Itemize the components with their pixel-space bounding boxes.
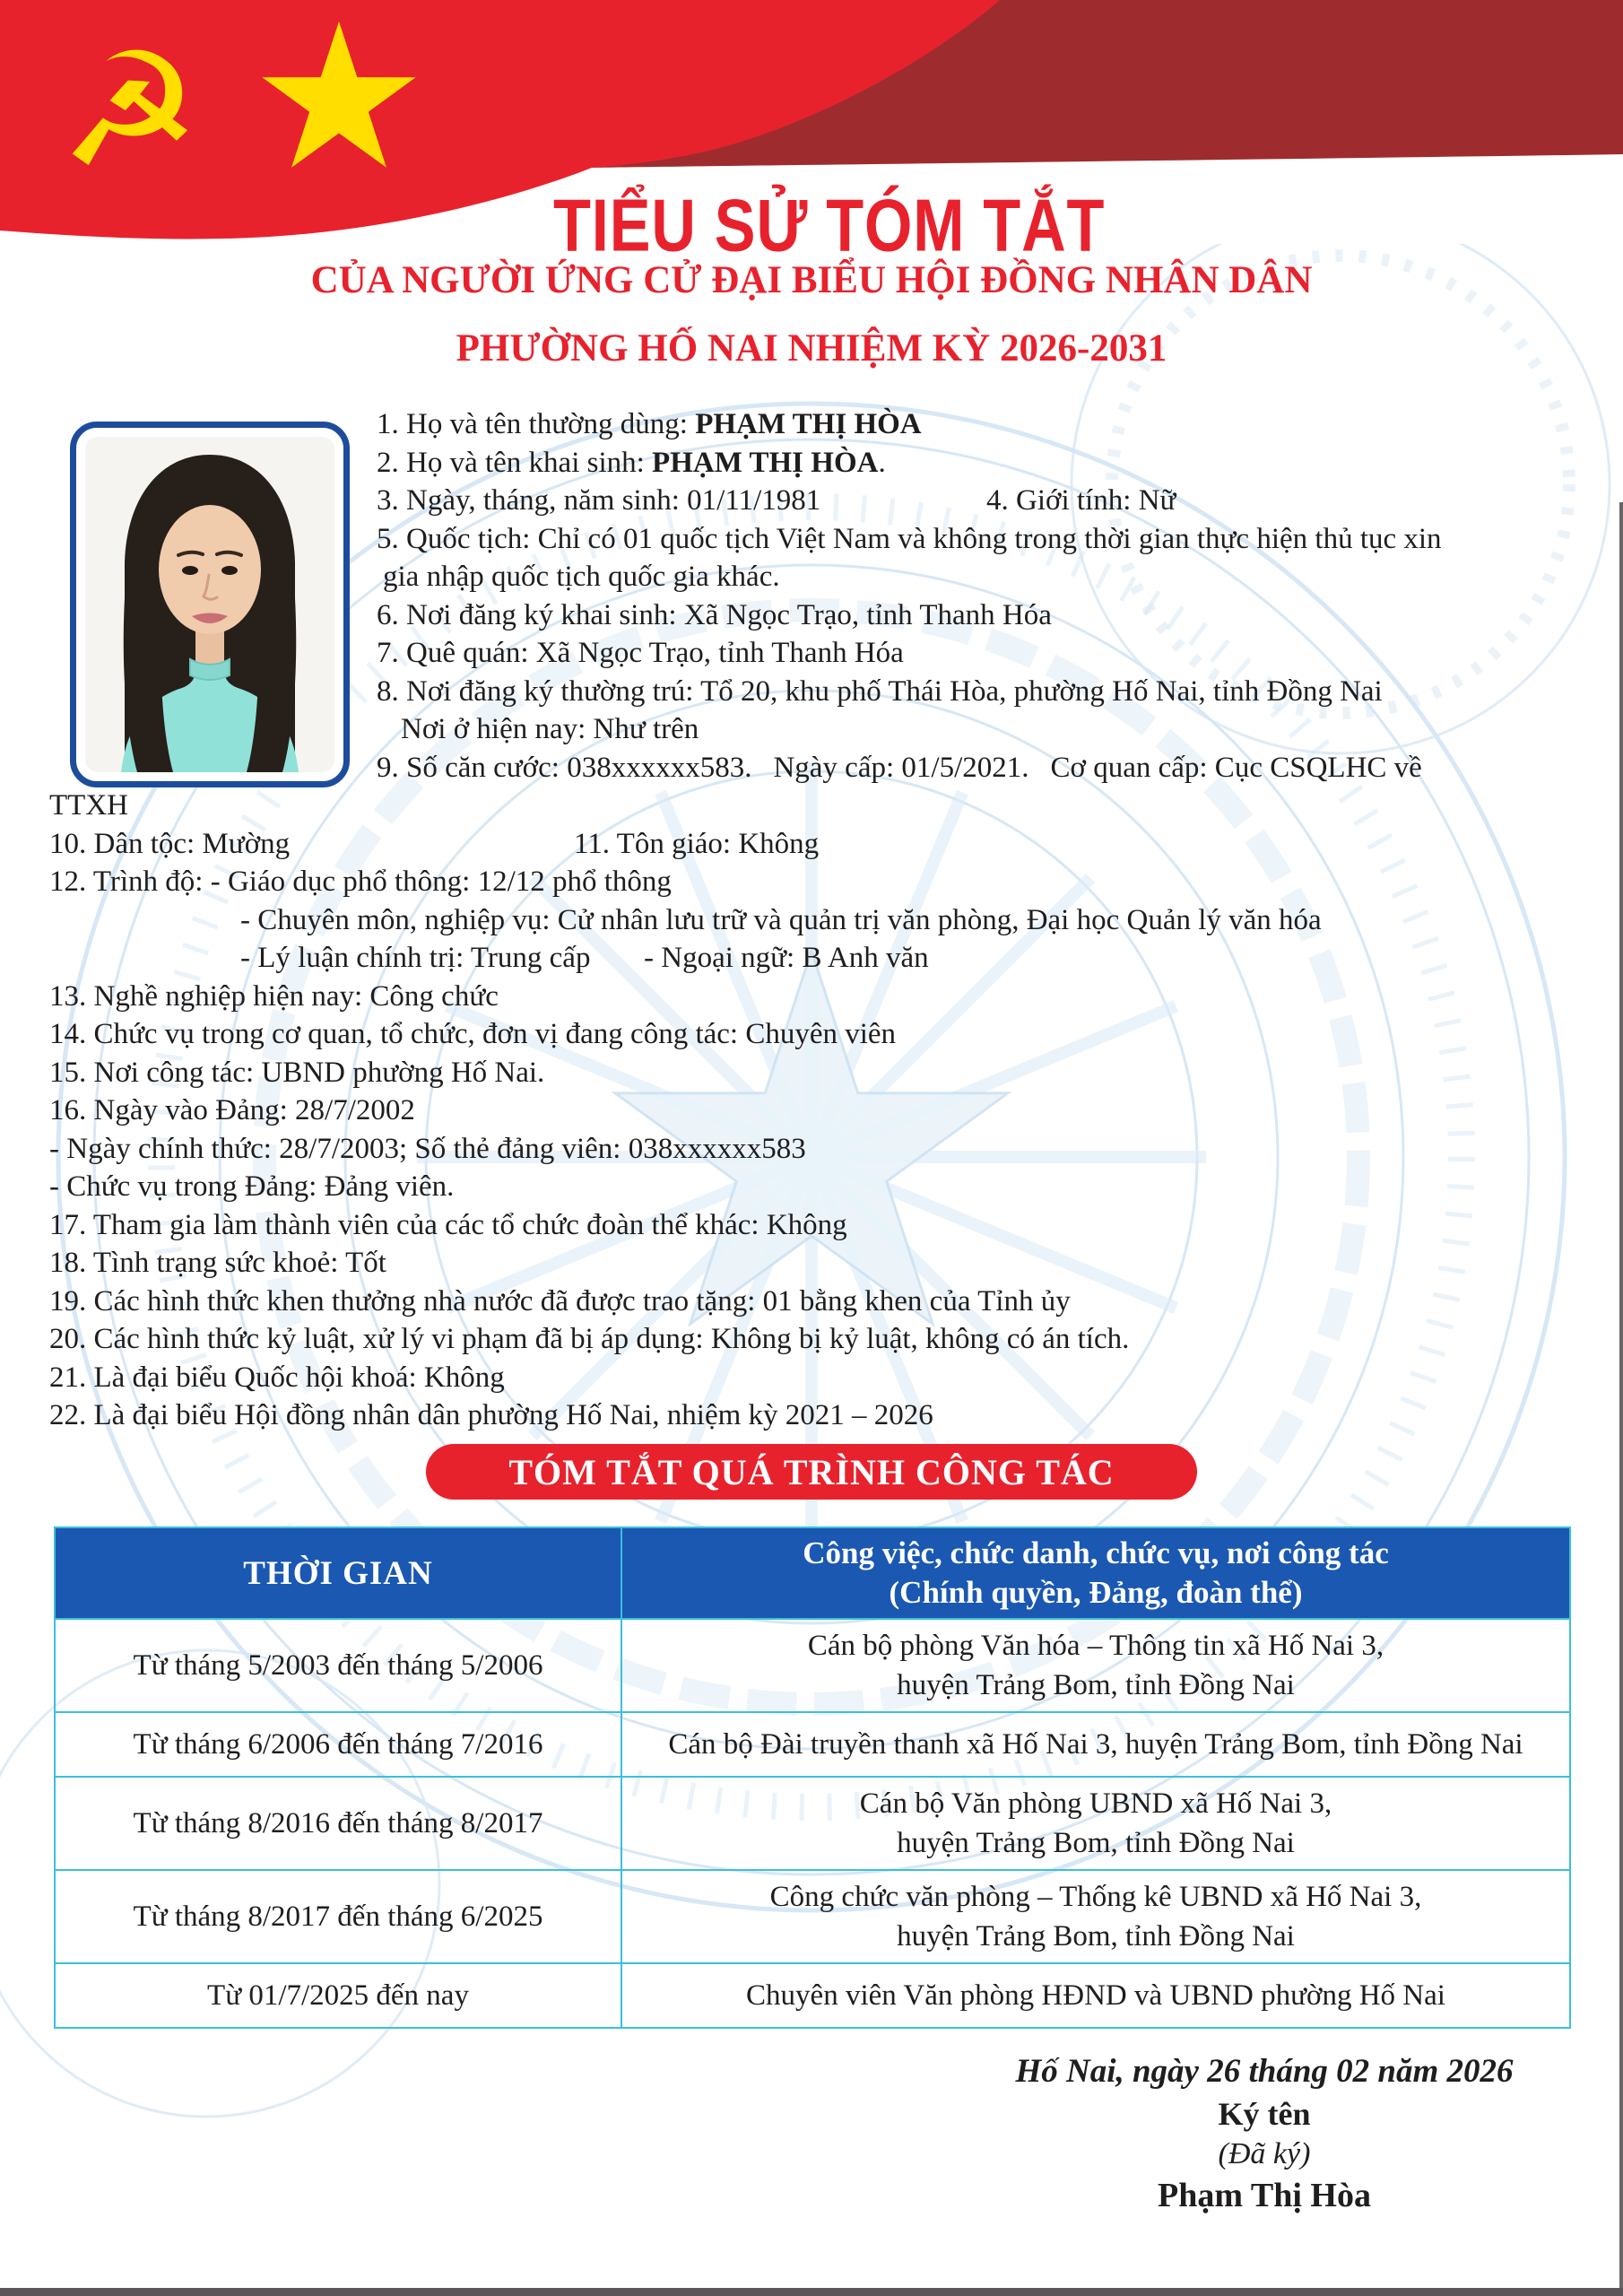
bio-item-21: 21. Là đại biểu Quốc hội khoá: Không — [49, 1361, 505, 1394]
bio-item-22: 22. Là đại biểu Hội đồng nhân dân phường Hố Nai, nhiệm kỳ 2021 – 2026 — [49, 1399, 933, 1431]
bio-item-14: 14. Chức vụ trong cơ quan, tổ chức, đơn vị đang công tác: Chuyên viên — [49, 1018, 897, 1050]
signature-block — [995, 2050, 1533, 2217]
row-job: Cán bộ phòng Văn hóa – Thông tin xã Hố Nai 3, huyện Trảng Bom, tỉnh Đồng Nai — [621, 1620, 1569, 1711]
bio-item-2: 2. Họ và tên khai sinh: PHẠM THỊ HÒA. — [377, 446, 886, 479]
foreign-language: - Ngoại ngữ: B Anh văn — [644, 942, 929, 974]
hammer-sickle-icon: ☭ — [59, 19, 201, 203]
row-time: Từ tháng 8/2016 đến tháng 8/2017 — [133, 1806, 543, 1839]
table-row — [56, 1618, 1569, 1711]
portrait-illustration — [85, 437, 334, 772]
table-row — [56, 1962, 1569, 2027]
bio-item-16-official: - Ngày chính thức: 28/7/2003; Số thẻ đảng viên: 038xxxxxx583 — [49, 1132, 806, 1165]
row-time: Từ tháng 6/2006 đến tháng 7/2016 — [133, 1727, 543, 1761]
signer-name: Phạm Thị Hòa — [1158, 2177, 1371, 2214]
column-header-job: Công việc, chức danh, chức vụ, nơi công tác (Chính quyền, Đảng, đoàn thể) — [621, 1528, 1569, 1618]
bio-item-12-politics-language — [240, 939, 1578, 978]
row-job: Công chức văn phòng – Thống kê UBND xã Hố Nai 3, huyện Trảng Bom, tỉnh Đồng Nai — [621, 1871, 1569, 1962]
row-time: Từ tháng 5/2003 đến tháng 5/2006 — [133, 1648, 543, 1682]
bio-item-16-position: - Chức vụ trong Đảng: Đảng viên. — [49, 1170, 455, 1203]
page-title: TIỂU SỬ TÓM TẮT — [553, 183, 1106, 267]
table-header-row — [56, 1528, 1569, 1618]
work-history-banner — [426, 1444, 1197, 1500]
row-job: Chuyên viên Văn phòng HĐND và UBND phường Hố Nai — [621, 1964, 1569, 2027]
bio-item-16: 16. Ngày vào Đảng: 28/7/2002 — [49, 1094, 415, 1126]
scan-edge-right — [1619, 502, 1623, 2296]
bio-item-8-current: Nơi ở hiện nay: Như trên — [401, 713, 699, 745]
bio-item-12-professional: - Chuyên môn, nghiệp vụ: Cử nhân lưu trữ và quản trị văn phòng, Đại học Quản lý văn hóa — [240, 903, 1322, 936]
bio-item-9 — [377, 749, 1578, 787]
row-job: Cán bộ Văn phòng UBND xã Hố Nai 3, huyện Trảng Bom, tỉnh Đồng Nai — [621, 1778, 1569, 1869]
common-name: PHẠM THỊ HÒA — [695, 408, 922, 440]
table-row — [56, 1711, 1569, 1776]
bio-item-1: 1. Họ và tên thường dùng: PHẠM THỊ HÒA — [377, 408, 922, 440]
row-time: Từ 01/7/2025 đến nay — [207, 1979, 469, 2012]
id-issue-date: Ngày cấp: 01/5/2021. — [773, 751, 1029, 784]
page-subtitle-2: PHƯỜNG HỐ NAI NHIỆM KỲ 2026-2031 — [456, 327, 1167, 370]
religion: 11. Tôn giáo: Không — [574, 827, 820, 860]
bio-item-15: 15. Nơi công tác: UBND phường Hố Nai. — [49, 1056, 545, 1089]
work-history-table — [54, 1526, 1571, 2029]
page-subtitle-1: CỦA NGƯỜI ỨNG CỬ ĐẠI BIỂU HỘI ĐỒNG NHÂN DÂN — [310, 259, 1313, 301]
bio-item-3-4 — [377, 482, 1578, 520]
bio-item-5-line1: 5. Quốc tịch: Chỉ có 01 quốc tịch Việt Nam và không trong thời gian thực hiện thủ tục xin — [377, 522, 1442, 555]
gender: 4. Giới tính: Nữ — [986, 484, 1176, 517]
political-theory: - Lý luận chính trị: Trung cấp — [240, 942, 591, 974]
bio-item-7: 7. Quê quán: Xã Ngọc Trạo, tỉnh Thanh Hóa — [377, 637, 904, 669]
bio-item-18: 18. Tình trạng sức khoẻ: Tốt — [49, 1247, 386, 1279]
bio-item-12: 12. Trình độ: - Giáo dục phổ thông: 12/12 phổ thông — [49, 865, 672, 898]
bio-item-9-wrap: TTXH — [49, 789, 128, 822]
bio-item-13: 13. Nghề nghiệp hiện nay: Công chức — [49, 979, 499, 1013]
scan-edge-bottom — [0, 2288, 1623, 2296]
bio-item-8: 8. Nơi đăng ký thường trú: Tổ 20, khu phố Thái Hòa, phường Hố Nai, tỉnh Đồng Nai — [377, 674, 1383, 708]
row-job: Cán bộ Đài truyền thanh xã Hố Nai 3, huyện Trảng Bom, tỉnh Đồng Nai — [621, 1713, 1569, 1776]
bio-item-5-line2: gia nhập quốc tịch quốc gia khác. — [383, 561, 780, 593]
birth-name: PHẠM THỊ HÒA — [652, 446, 879, 479]
place-and-date: Hố Nai, ngày 26 tháng 02 năm 2026 — [1015, 2053, 1514, 2090]
birth-date: 3. Ngày, tháng, năm sinh: 01/11/1981 — [377, 484, 821, 517]
signed-note: (Đã ký) — [1218, 2137, 1311, 2170]
row-time: Từ tháng 8/2017 đến tháng 6/2025 — [133, 1900, 543, 1933]
work-history-banner-label: TÓM TẮT QUÁ TRÌNH CÔNG TÁC — [508, 1451, 1115, 1492]
bio-item-17: 17. Tham gia làm thành viên của các tổ chức đoàn thể khác: Không — [49, 1208, 847, 1241]
sign-label: Ký tên — [1218, 2096, 1311, 2132]
bio-item-6: 6. Nơi đăng ký khai sinh: Xã Ngọc Trạo, tỉnh Thanh Hóa — [377, 598, 1052, 631]
bio-item-10-11 — [49, 825, 1578, 864]
column-header-time: THỜI GIAN — [243, 1554, 433, 1592]
ethnicity: 10. Dân tộc: Mường — [49, 827, 291, 860]
candidate-photo — [70, 422, 350, 787]
table-row — [56, 1869, 1569, 1962]
bio-item-20: 20. Các hình thức kỷ luật, xử lý vi phạm đã bị áp dụng: Không bị kỷ luật, không có án tích. — [49, 1323, 1130, 1355]
id-number: 9. Số căn cước: 038xxxxxx583. — [377, 751, 752, 784]
bio-item-19: 19. Các hình thức khen thưởng nhà nước đã được trao tặng: 01 bằng khen của Tỉnh ủy — [49, 1284, 1071, 1318]
id-issuer: Cơ quan cấp: Cục CSQLHC về — [1050, 751, 1422, 784]
table-row — [56, 1776, 1569, 1869]
